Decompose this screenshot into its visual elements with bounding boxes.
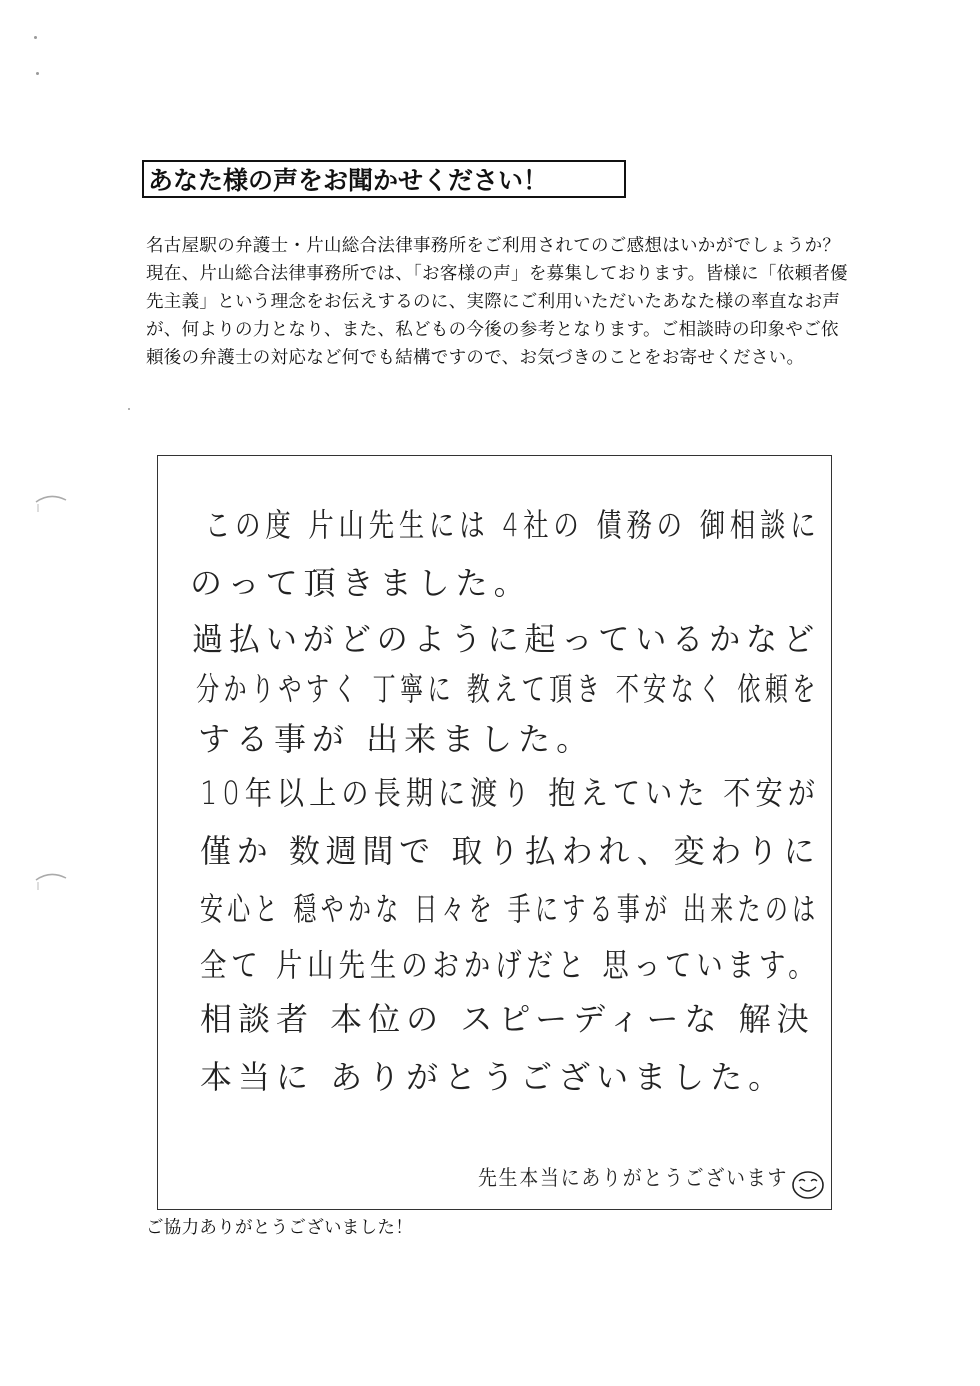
intro-text [146,232,852,372]
handwritten-line: 10年以上の長期に渡り 抱えていた 不安が [200,774,820,812]
handwritten-line: 僅か 数週間で 取り払われ、変わりに [200,832,821,870]
handwritten-line: 相談者 本位の スピーディーな 解決 [200,1000,815,1038]
scan-speck [128,408,130,410]
handwritten-signoff: 先生本当にありがとうございます [478,1166,789,1190]
smiley-face-icon [790,1168,828,1202]
handwritten-line: 過払いがどのように起っているかなど [192,620,820,658]
handwritten-line: のって頂きました。 [190,564,532,602]
handwritten-line: 全て 片山先生のおかげだと 思っています。 [200,946,820,984]
handwritten-line: 安心と 穏やかな 日々を 手にする事が 出来たのは [200,890,820,928]
handwritten-line: 分かりやすく 丁寧に 教えて頂き 不安なく 依頼を [196,670,820,708]
intro-paragraph: 現在、片山総合法律事務所では、「お客様の声」を募集しております。皆様に「依頼者優先主義」という理念をお伝えするのに、実際にご利用いただいたあなた様の率直なお声が、何よりの力となり、また、私どもの今後の参考となります。ご相談時の印象やご依頼後の弁護士の対応など何でも結構ですので、お気づきのことをお寄せください。 [146,264,848,368]
handwritten-line: する事が 出来ました。 [198,720,595,758]
punch-hole-mark [32,870,72,894]
page-title [142,160,626,198]
handwritten-line: この度 片山先生には 4社の 債務の 御相談に [205,506,821,544]
scan-speck [34,36,37,39]
intro-paragraph: 名古屋駅の弁護士・片山総合法律事務所をご利用されてのご感想はいかがでしょうか？ [146,236,841,256]
punch-hole-mark [32,492,72,516]
footer-thanks: ご協力ありがとうございました！ [146,1218,413,1238]
scan-speck [36,72,39,75]
handwritten-line: 本当に ありがとうございました。 [200,1058,787,1096]
page-title-text: あなた様の声をお聞かせください！ [148,166,549,195]
